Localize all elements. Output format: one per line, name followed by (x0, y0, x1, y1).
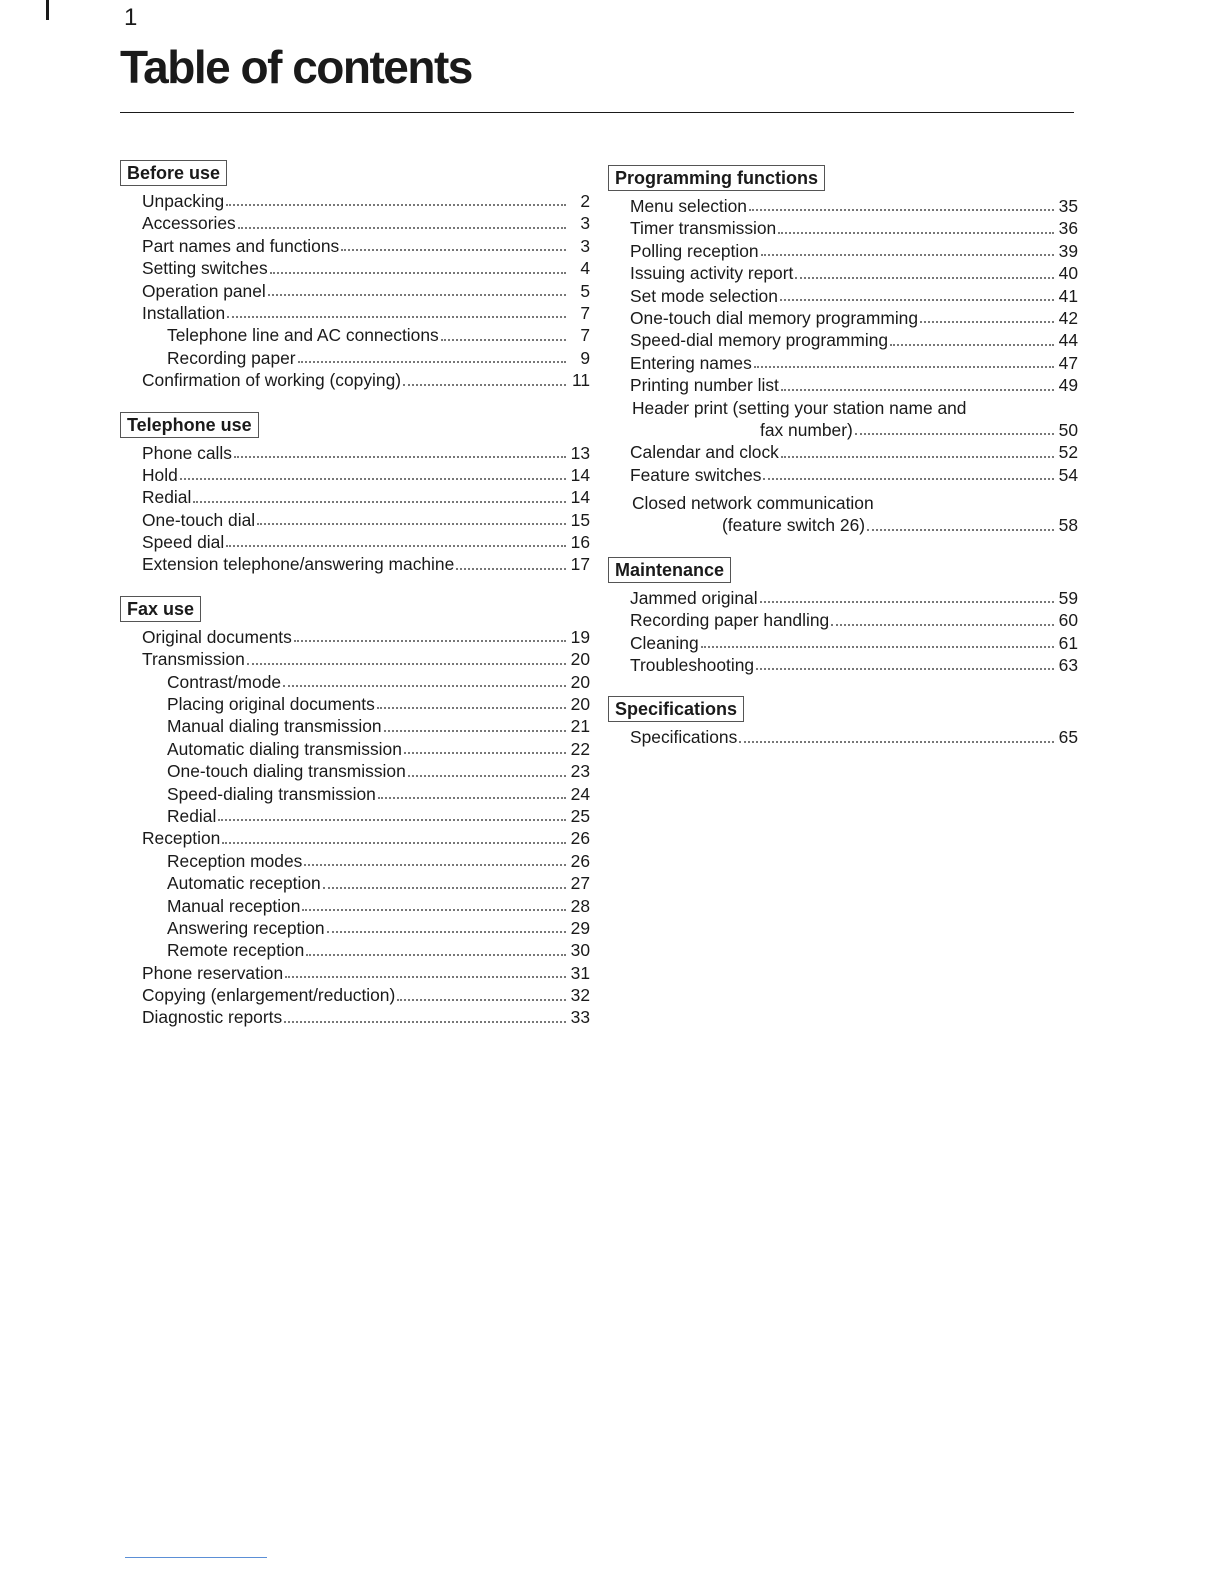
toc-entry (120, 235, 590, 257)
dot-leader (397, 999, 566, 1001)
toc-entry (608, 352, 1078, 374)
toc-entry-label: One-touch dialing transmission (167, 761, 406, 782)
toc-entry-page: 54 (1058, 464, 1078, 485)
toc-entry (120, 369, 590, 391)
dot-leader (323, 887, 566, 889)
toc-entry-label: Polling reception (630, 240, 759, 261)
dot-leader (831, 624, 1054, 626)
toc-entry (608, 464, 1078, 486)
toc-entry (608, 285, 1078, 307)
toc-entry (608, 240, 1078, 262)
dot-leader (384, 730, 566, 732)
toc-entry-page: 20 (570, 649, 590, 670)
dot-leader (226, 204, 566, 206)
dot-leader (781, 456, 1054, 458)
toc-entry-page: 22 (570, 738, 590, 759)
toc-entry (120, 671, 590, 693)
dot-leader (226, 545, 566, 547)
section-heading: Programming functions (608, 165, 825, 191)
toc-entry-page: 14 (570, 464, 590, 485)
toc-section-specifications (608, 696, 1078, 748)
toc-entry (608, 514, 1078, 536)
toc-entry-page: 21 (570, 716, 590, 737)
section-heading: Telephone use (120, 412, 259, 438)
dot-leader (756, 668, 1054, 670)
toc-entry-label: Contrast/mode (167, 671, 282, 692)
toc-entry-page: 50 (1058, 419, 1078, 440)
dot-leader (754, 366, 1054, 368)
toc-entry-label: Speed dial (142, 532, 225, 553)
dot-leader (408, 775, 566, 777)
toc-entry-label: Printing number list (630, 375, 779, 396)
toc-entry-page: 27 (570, 873, 590, 894)
dot-leader (404, 752, 566, 754)
toc-entry (120, 984, 590, 1006)
toc-entry-list (608, 441, 1078, 486)
toc-entry (120, 827, 590, 849)
toc-entry-page: 39 (1058, 240, 1078, 261)
toc-entry-page: 36 (1058, 218, 1078, 239)
toc-entry-page: 7 (580, 302, 590, 323)
toc-entry-list (608, 726, 1078, 748)
toc-section-telephone-use (120, 412, 590, 576)
section-heading: Specifications (608, 696, 744, 722)
toc-entry-page: 41 (1058, 285, 1078, 306)
toc-entry-label: Automatic dialing transmission (167, 738, 402, 759)
dot-leader (238, 227, 566, 229)
toc-entry-page: 17 (570, 554, 590, 575)
title-divider (120, 112, 1074, 113)
toc-entry-label: Transmission (142, 649, 245, 670)
toc-entry-page: 40 (1058, 263, 1078, 284)
toc-entry-page: 4 (580, 258, 590, 279)
toc-entry-label: Speed-dial memory programming (630, 330, 889, 351)
toc-entry (608, 441, 1078, 463)
toc-entry-page: 25 (570, 805, 590, 826)
dot-leader (270, 272, 566, 274)
toc-entry (120, 531, 590, 553)
toc-entry-page: 59 (1058, 587, 1078, 608)
dot-leader (268, 294, 566, 296)
dot-leader (180, 478, 566, 480)
dot-leader (284, 1021, 566, 1023)
toc-entry-label: Telephone line and AC connections (167, 325, 439, 346)
toc-entry-label: Unpacking (142, 190, 225, 211)
toc-entry-page: 14 (570, 487, 590, 508)
toc-entry-label: Menu selection (630, 195, 747, 216)
toc-entry-label: Feature switches (630, 464, 762, 485)
toc-entry-label: Extension telephone/answering machine (142, 554, 455, 575)
toc-entry (608, 374, 1078, 396)
toc-entry (608, 632, 1078, 654)
toc-entry (608, 262, 1078, 284)
toc-entry-label: Setting switches (142, 258, 268, 279)
toc-entry-label: Specifications (630, 727, 738, 748)
dot-leader (760, 601, 1054, 603)
toc-entry-page: 13 (570, 442, 590, 463)
toc-entry-label: Hold (142, 464, 178, 485)
dot-leader (855, 433, 1054, 435)
toc-entry-page: 20 (570, 694, 590, 715)
toc-section-maintenance (608, 557, 1078, 677)
dot-leader (739, 741, 1054, 743)
toc-entry-label: Copying (enlargement/reduction) (142, 985, 396, 1006)
dot-leader (247, 663, 566, 665)
toc-section-fax-use (120, 596, 590, 1029)
toc-entry-label: Recording paper handling (630, 610, 830, 631)
dot-leader (441, 339, 566, 341)
toc-right-column (608, 165, 1078, 769)
section-heading: Before use (120, 160, 227, 186)
toc-entry (120, 486, 590, 508)
toc-entry-label: Jammed original (630, 587, 758, 608)
toc-entry-label: Calendar and clock (630, 442, 779, 463)
dot-leader (377, 707, 566, 709)
toc-entry-label: Redial (142, 487, 192, 508)
toc-entry (120, 280, 590, 302)
toc-entry-page: 44 (1058, 330, 1078, 351)
toc-entry (120, 693, 590, 715)
dot-leader (867, 529, 1054, 531)
toc-entry-label: Installation (142, 302, 226, 323)
toc-entry (608, 587, 1078, 609)
toc-entry-page: 29 (570, 917, 590, 938)
dot-leader (227, 316, 566, 318)
toc-entry-label: Issuing activity report (630, 263, 794, 284)
toc-entry (120, 464, 590, 486)
toc-entry-page: 42 (1058, 307, 1078, 328)
dot-leader (234, 456, 566, 458)
toc-entry-page: 65 (1058, 727, 1078, 748)
toc-entry-label: Operation panel (142, 280, 266, 301)
dot-leader (761, 254, 1054, 256)
toc-entry-page: 20 (570, 671, 590, 692)
page-title: Table of contents (120, 41, 472, 93)
toc-entry-page: 15 (570, 509, 590, 530)
toc-entry-line: Header print (setting your station name and (632, 397, 967, 418)
toc-entry (120, 442, 590, 464)
toc-entry-label: Accessories (142, 213, 236, 234)
toc-entry (608, 217, 1078, 239)
toc-entry (120, 939, 590, 961)
toc-entry-label: Part names and functions (142, 235, 340, 256)
toc-entry-label: Cleaning (630, 632, 699, 653)
toc-entry (120, 917, 590, 939)
toc-entry-page: 63 (1058, 655, 1078, 676)
toc-entry-list (608, 195, 1078, 397)
toc-entry-label: Reception modes (167, 850, 303, 871)
toc-entry-page: 23 (570, 761, 590, 782)
dot-leader (257, 523, 566, 525)
dot-leader (327, 931, 566, 933)
toc-entry-page: 33 (570, 1007, 590, 1028)
toc-entry (120, 212, 590, 234)
dot-leader (222, 842, 566, 844)
toc-entry-list (120, 442, 590, 576)
section-heading: Maintenance (608, 557, 731, 583)
toc-section-programming-functions (608, 165, 1078, 537)
toc-entry-label: Remote reception (167, 940, 305, 961)
toc-left-column (120, 160, 590, 1049)
toc-entry-page: 26 (570, 828, 590, 849)
toc-entry-page: 30 (570, 940, 590, 961)
toc-entry-page: 52 (1058, 442, 1078, 463)
toc-entry-label: (feature switch 26) (722, 515, 866, 536)
toc-entry (608, 195, 1078, 217)
dot-leader (456, 568, 566, 570)
toc-entry-label: Recording paper (167, 347, 296, 368)
dot-leader (285, 976, 566, 978)
toc-entry-page: 47 (1058, 352, 1078, 373)
toc-entry-page: 60 (1058, 610, 1078, 631)
toc-entry (120, 1007, 590, 1029)
toc-entry-list (608, 587, 1078, 677)
dot-leader (890, 344, 1054, 346)
toc-entry (120, 805, 590, 827)
toc-entry-label: Original documents (142, 626, 292, 647)
toc-entry-page: 2 (580, 190, 590, 211)
dot-leader (795, 277, 1054, 279)
toc-entry (608, 726, 1078, 748)
toc-entry-label: Placing original documents (167, 694, 375, 715)
toc-entry-page: 24 (570, 783, 590, 804)
dot-leader (778, 232, 1054, 234)
dot-leader (218, 819, 566, 821)
toc-entry-label: Phone calls (142, 442, 232, 463)
toc-entry-label: One-touch dial (142, 509, 256, 530)
toc-entry-page: 32 (570, 985, 590, 1006)
toc-entry-label: Confirmation of working (copying) (142, 370, 402, 391)
toc-entry-page: 11 (571, 370, 590, 391)
toc-entry-label: Speed-dialing transmission (167, 783, 376, 804)
toc-entry-label: Answering reception (167, 917, 325, 938)
toc-entry-page: 5 (580, 280, 590, 301)
toc-entry-page: 49 (1058, 375, 1078, 396)
dot-leader (749, 209, 1054, 211)
toc-entry-page: 9 (580, 347, 590, 368)
section-heading: Fax use (120, 596, 201, 622)
toc-entry-page: 35 (1058, 195, 1078, 216)
toc-entry-page: 61 (1058, 632, 1078, 653)
dot-leader (920, 321, 1054, 323)
toc-entry-label: Timer transmission (630, 218, 777, 239)
toc-entry (120, 760, 590, 782)
toc-entry-label: Redial (167, 805, 217, 826)
margin-mark (46, 0, 49, 20)
toc-entry-label: Entering names (630, 352, 752, 373)
toc-entry (120, 509, 590, 531)
dot-leader (403, 384, 566, 386)
toc-entry (120, 324, 590, 346)
toc-entry-page: 28 (570, 895, 590, 916)
toc-entry-label: Set mode selection (630, 285, 778, 306)
dot-leader (341, 249, 566, 251)
toc-entry-page: 7 (580, 325, 590, 346)
toc-entry (120, 626, 590, 648)
toc-entry-page: 26 (570, 850, 590, 871)
toc-entry (120, 738, 590, 760)
toc-entry-page: 31 (570, 962, 590, 983)
toc-entry-label: Reception (142, 828, 221, 849)
toc-entry (120, 850, 590, 872)
page-number: 1 (124, 4, 138, 31)
toc-entry (120, 347, 590, 369)
toc-entry-page: 3 (580, 213, 590, 234)
toc-entry (120, 895, 590, 917)
dot-leader (701, 646, 1054, 648)
toc-entry-page: 58 (1058, 515, 1078, 536)
toc-entry-label: Diagnostic reports (142, 1007, 283, 1028)
toc-entry (120, 302, 590, 324)
toc-entry-line: Closed network communication (632, 493, 874, 514)
footer-rule (125, 1557, 267, 1558)
dot-leader (283, 685, 566, 687)
toc-entry-label: Automatic reception (167, 873, 321, 894)
toc-entry-label: Troubleshooting (630, 655, 755, 676)
dot-leader (780, 299, 1054, 301)
toc-entry-label: fax number) (760, 419, 853, 440)
dot-leader (298, 361, 566, 363)
toc-entry-page: 19 (570, 626, 590, 647)
toc-entry (120, 648, 590, 670)
toc-entry-list (120, 626, 590, 1029)
dot-leader (781, 389, 1054, 391)
toc-entry (608, 329, 1078, 351)
dot-leader (193, 501, 566, 503)
toc-entry (120, 962, 590, 984)
toc-entry (608, 654, 1078, 676)
dot-leader (378, 797, 566, 799)
toc-entry (608, 307, 1078, 329)
toc-entry-label: One-touch dial memory programming (630, 307, 919, 328)
dot-leader (763, 478, 1054, 480)
toc-entry (120, 715, 590, 737)
toc-entry-page: 3 (580, 235, 590, 256)
toc-entry (120, 257, 590, 279)
dot-leader (302, 909, 566, 911)
toc-entry-list (120, 190, 590, 392)
dot-leader (306, 954, 566, 956)
toc-entry (120, 783, 590, 805)
dot-leader (304, 864, 566, 866)
dot-leader (294, 640, 566, 642)
toc-entry (608, 609, 1078, 631)
toc-entry-label: Manual dialing transmission (167, 716, 382, 737)
toc-entry (120, 190, 590, 212)
toc-entry-label: Manual reception (167, 895, 301, 916)
toc-entry (120, 553, 590, 575)
toc-entry-label: Phone reservation (142, 962, 284, 983)
toc-entry-page: 16 (570, 532, 590, 553)
toc-entry (608, 419, 1078, 441)
toc-section-before-use (120, 160, 590, 392)
toc-entry (120, 872, 590, 894)
